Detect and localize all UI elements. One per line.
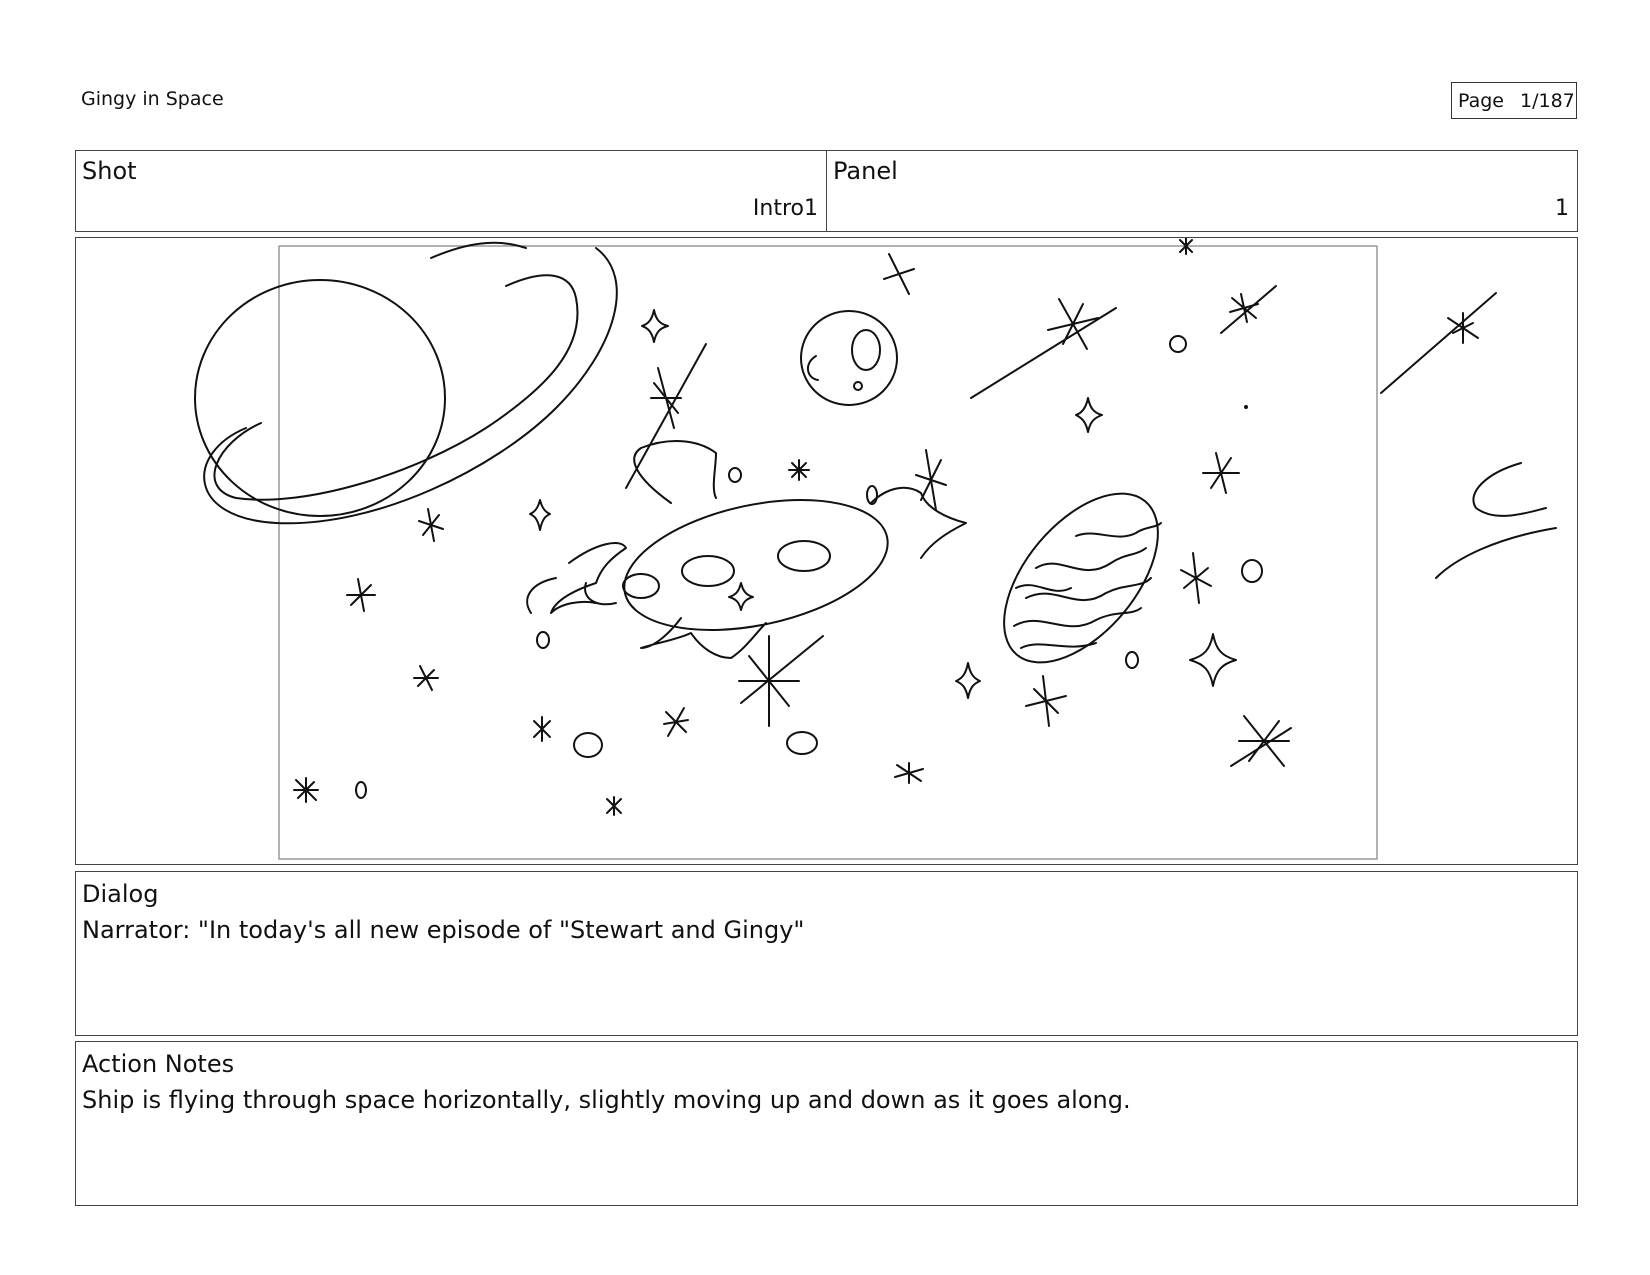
camera-frame-guide: [279, 246, 1377, 859]
offscreen-ring-fragment: [1436, 463, 1556, 578]
shot-label: Shot: [82, 157, 137, 185]
shooting-streaks: [626, 286, 1496, 766]
moon: [801, 311, 897, 405]
storyboard-frame: [75, 237, 1578, 865]
wavy-planet: [975, 466, 1188, 690]
dialog-section: [75, 871, 1578, 1036]
page-indicator: [1451, 82, 1577, 119]
page-label: Page: [1458, 89, 1504, 112]
shot-cell: [76, 151, 826, 231]
action-notes-text: Ship is flying through space horizontally, slightly moving up and down as it goes along.: [82, 1086, 1131, 1114]
small-circles: [356, 336, 1262, 798]
spaceship: [527, 441, 966, 658]
panel-cell: [826, 151, 1577, 231]
ringed-planet: [195, 243, 617, 523]
shot-panel-header: [75, 150, 1578, 232]
diamond-sparkles: [530, 310, 1236, 698]
panel-label: Panel: [833, 157, 898, 185]
shot-value: Intro1: [752, 196, 818, 221]
action-notes-section: [75, 1041, 1578, 1206]
panel-value: 1: [1555, 196, 1569, 221]
action-notes-label: Action Notes: [82, 1050, 235, 1078]
asterisk-stars: [294, 238, 1478, 815]
page-number: 1/187: [1520, 89, 1575, 112]
dialog-text: Narrator: "In today's all new episode of "Stewart and Gingy": [82, 916, 805, 944]
space-scene-sketch: [76, 238, 1578, 865]
dialog-label: Dialog: [82, 880, 159, 908]
document-title: Gingy in Space: [81, 88, 224, 110]
